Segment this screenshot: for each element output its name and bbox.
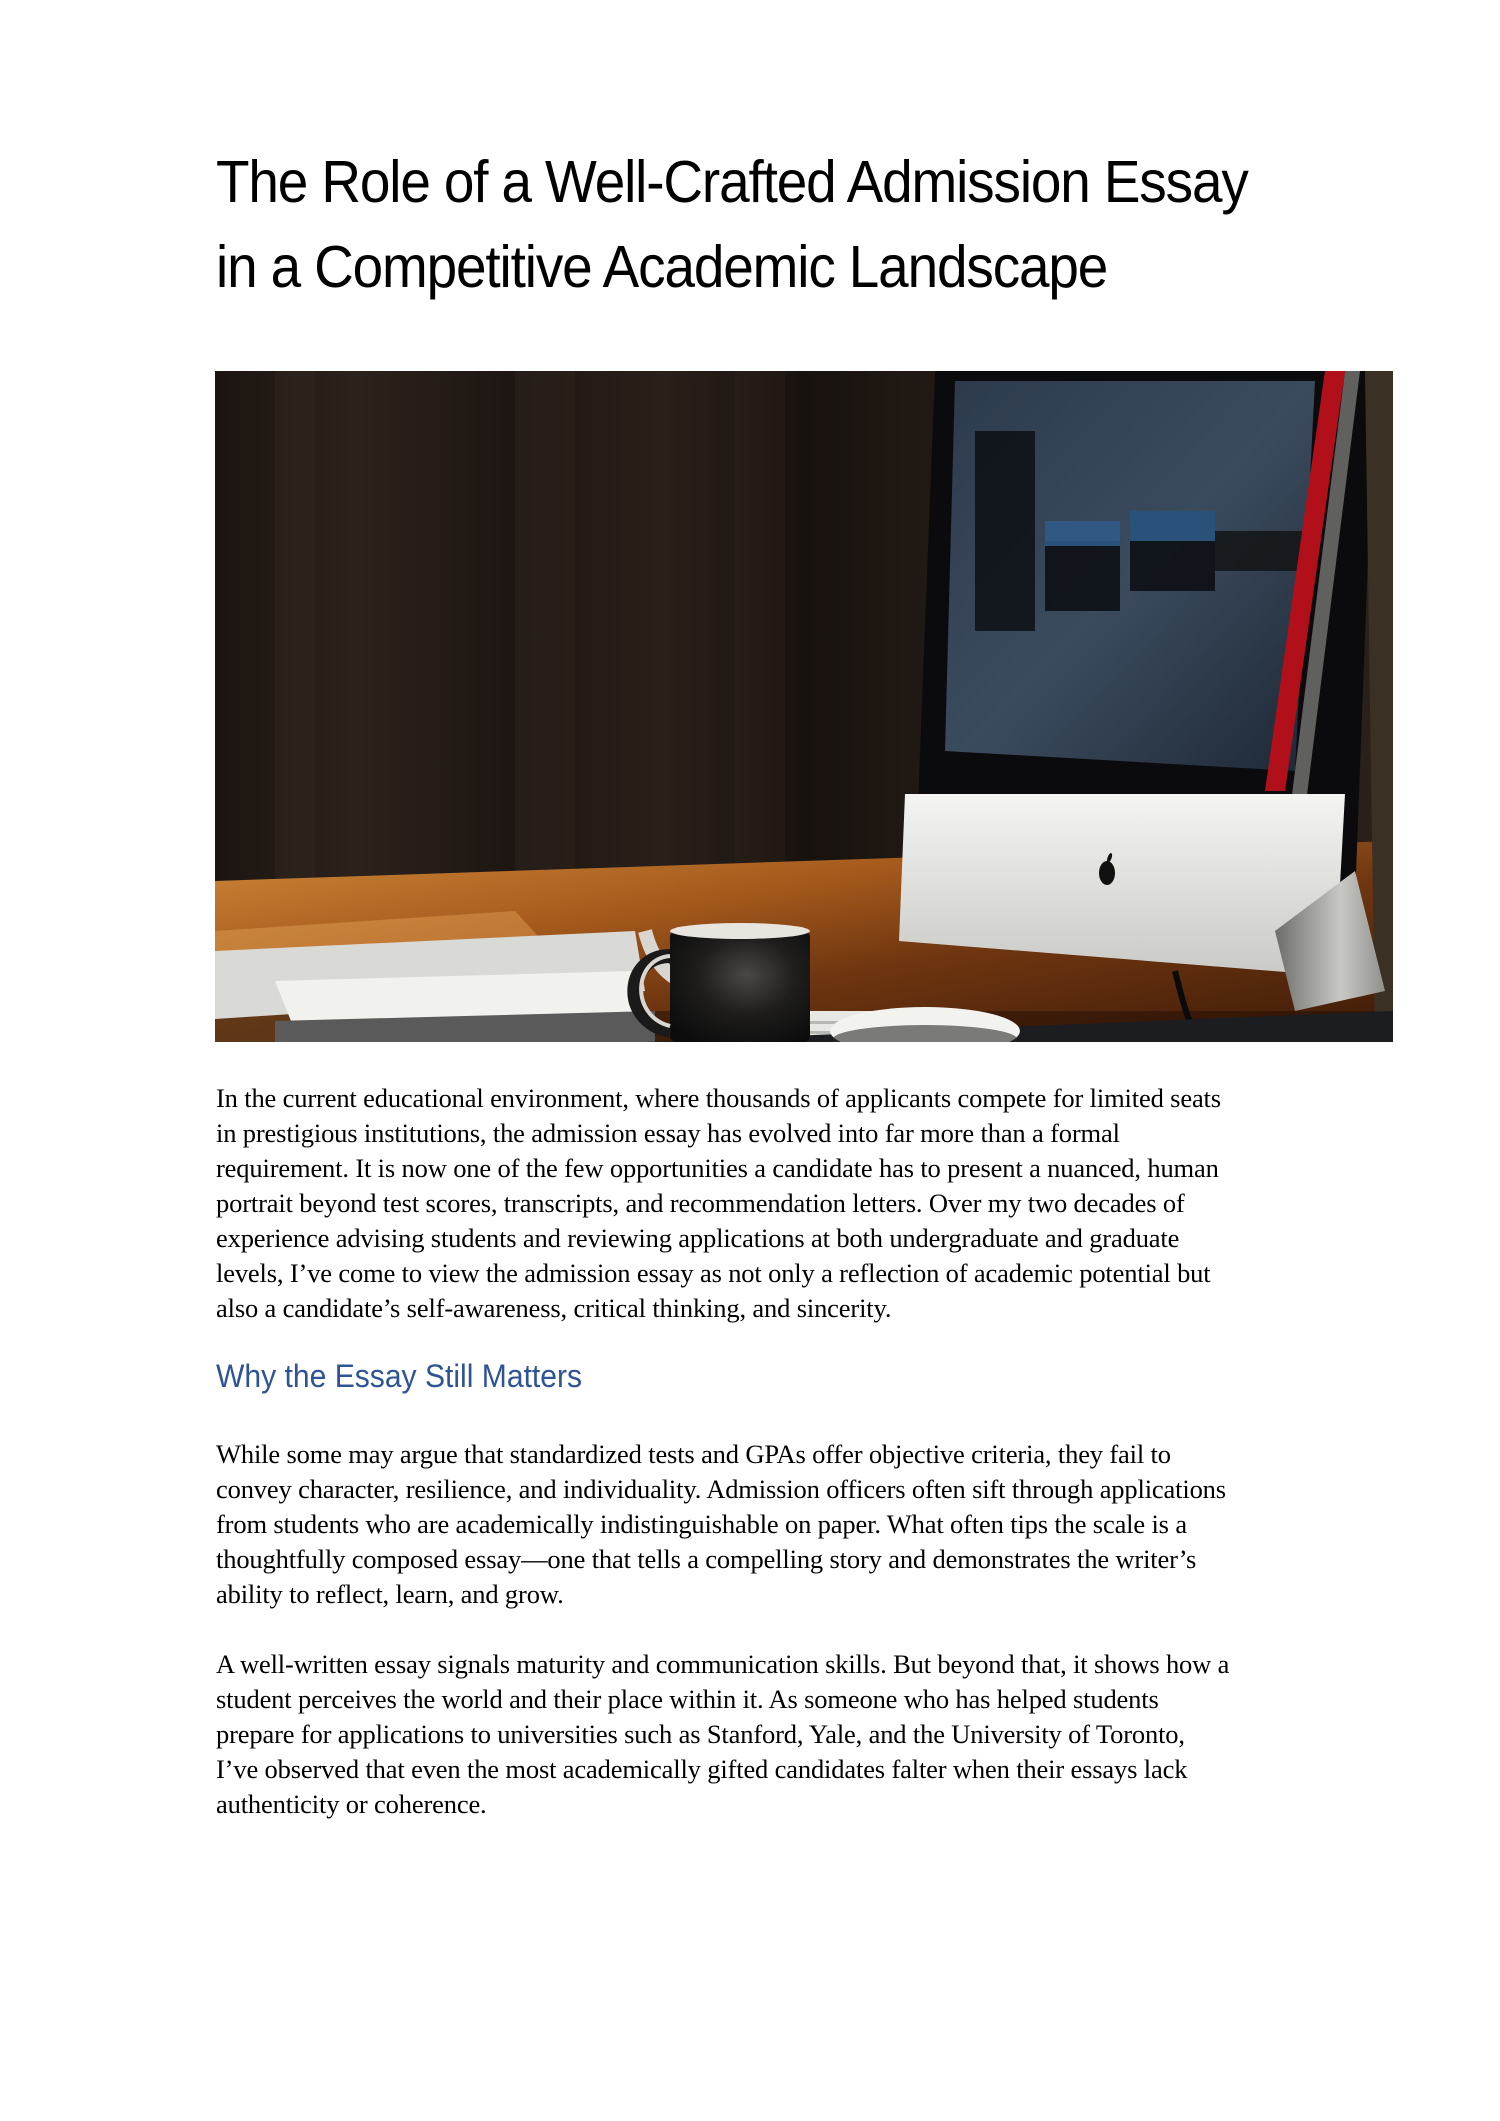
paragraph-line: convey character, resilience, and individuality. Admission officers often sift through applications [216, 1474, 1226, 1504]
paragraph-line: While some may argue that standardized tests and GPAs offer objective criteria, they fail to [216, 1439, 1171, 1469]
paragraph-line: thoughtfully composed essay—one that tells a compelling story and demonstrates the writer’s [216, 1544, 1197, 1574]
paragraph-line: In the current educational environment, where thousands of applicants compete for limited seats [216, 1083, 1221, 1113]
desk-photo-illustration [215, 371, 1393, 1042]
title-line: in a Competitive Academic Landscape [216, 234, 1108, 300]
paragraph-line: authenticity or coherence. [216, 1789, 487, 1819]
paragraph-line: ability to reflect, learn, and grow. [216, 1579, 564, 1609]
paragraph-line: levels, I’ve come to view the admission essay as not only a reflection of academic potential but [216, 1258, 1211, 1288]
paragraph-line: experience advising students and reviewing applications at both undergraduate and graduate [216, 1223, 1180, 1253]
paragraph-line: also a candidate’s self-awareness, critical thinking, and sincerity. [216, 1293, 892, 1323]
section-paragraph [216, 1437, 1416, 1612]
intro-paragraph [216, 1081, 1416, 1326]
paragraph-line: prepare for applications to universities such as Stanford, Yale, and the University of Toronto, [216, 1719, 1185, 1749]
paragraph-line: in prestigious institutions, the admission essay has evolved into far more than a formal [216, 1118, 1120, 1148]
paragraph-line: portrait beyond test scores, transcripts, and recommendation letters. Over my two decades of [216, 1188, 1185, 1218]
paragraph-line: requirement. It is now one of the few opportunities a candidate has to present a nuanced, human [216, 1153, 1219, 1183]
paragraph-line: from students who are academically indistinguishable on paper. What often tips the scale is a [216, 1509, 1187, 1539]
paragraph-line: A well-written essay signals maturity and communication skills. But beyond that, it shows how a [216, 1649, 1230, 1679]
hero-image [215, 371, 1393, 1042]
paragraph-line: I’ve observed that even the most academically gifted candidates falter when their essays lack [216, 1754, 1188, 1784]
title-line: The Role of a Well-Crafted Admission Essay [216, 149, 1248, 215]
section-paragraph [216, 1647, 1416, 1822]
section-heading: Why the Essay Still Matters [216, 1358, 583, 1394]
paragraph-line: student perceives the world and their place within it. As someone who has helped students [216, 1684, 1159, 1714]
document-title [216, 140, 1332, 310]
